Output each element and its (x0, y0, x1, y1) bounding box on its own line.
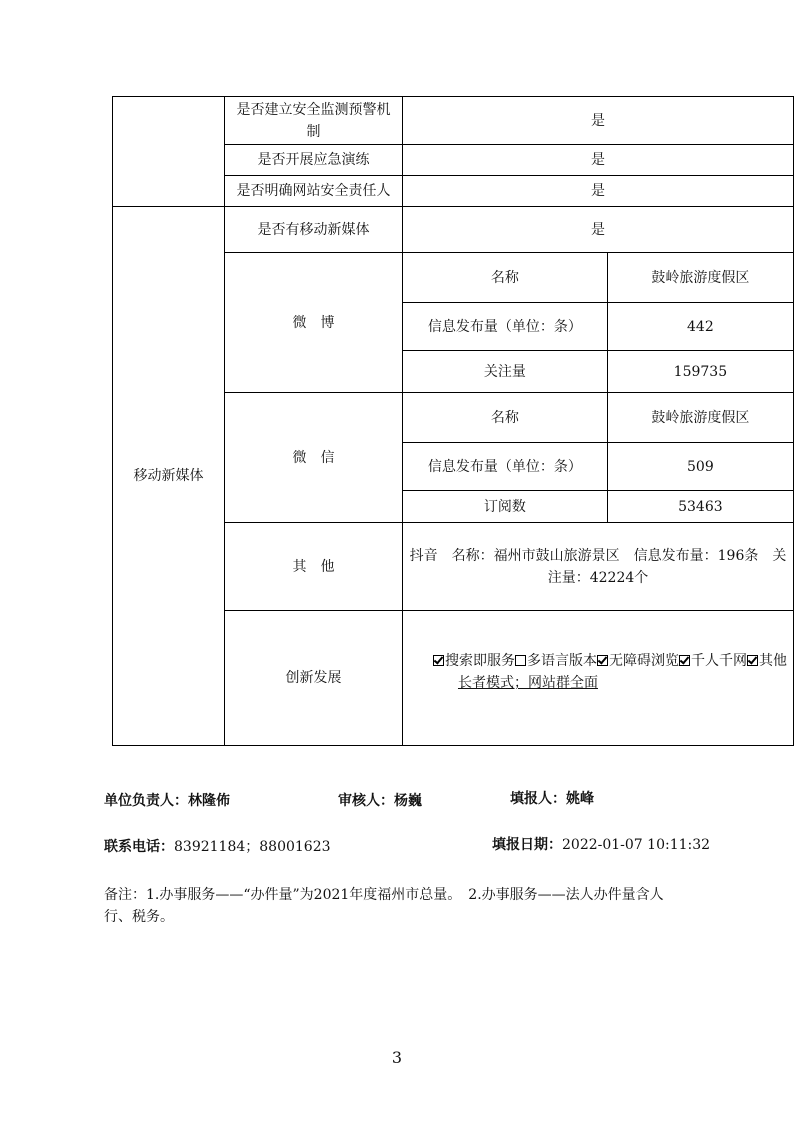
unit-head (104, 790, 230, 810)
option-multilang-label: 多语言版本 (526, 653, 597, 669)
checkbox-multilang[interactable] (515, 655, 526, 666)
monitor-label: 是否建立安全监测预警机制 (224, 97, 402, 145)
innovation-other-text: 长者模式；网站群全面 (457, 675, 598, 691)
table-row (113, 207, 794, 253)
other-label: 其 他 (224, 523, 402, 611)
option-other-label: 其他 (758, 653, 787, 669)
phone-label: 联系电话： (104, 839, 174, 855)
innovation-options-line (433, 650, 787, 672)
wechat-subscribers-label: 订阅数 (402, 491, 607, 523)
weibo-posts-value: 442 (607, 303, 793, 351)
phone-value: 83921184；88001623 (174, 839, 331, 855)
responsible-label: 是否明确网站安全责任人 (224, 176, 402, 207)
responsible-value: 是 (402, 176, 793, 207)
weibo-name-value: 鼓岭旅游度假区 (607, 253, 793, 303)
option-personalized-label: 千人千网 (690, 653, 747, 669)
option-search-label: 搜索即服务 (444, 653, 515, 669)
report-date (492, 834, 710, 854)
checkbox-search[interactable] (433, 655, 444, 666)
wechat-subscribers-value: 53463 (607, 491, 793, 523)
page-number: 3 (391, 1048, 403, 1067)
checkbox-personalized[interactable] (679, 655, 690, 666)
wechat-label: 微 信 (224, 393, 402, 523)
innovation-label: 创新发展 (224, 611, 402, 746)
weibo-followers-label: 关注量 (402, 351, 607, 393)
other-value: 抖音 名称：福州市鼓山旅游景区 信息发布量：196条 关注量：42224个 (402, 523, 793, 611)
checkbox-accessibility[interactable] (597, 655, 608, 666)
drill-value: 是 (402, 145, 793, 176)
date-value: 2022-01-07 10:11:32 (562, 837, 711, 853)
unit-head-value: 林隆佈 (188, 793, 230, 809)
checkbox-other[interactable] (747, 655, 758, 666)
reviewer (338, 790, 422, 810)
reviewer-value: 杨巍 (394, 793, 422, 809)
filler-label: 填报人： (510, 791, 566, 807)
has-media-label: 是否有移动新媒体 (224, 207, 402, 253)
reviewer-label: 审核人： (338, 793, 394, 809)
contact-phone (104, 836, 331, 856)
option-accessibility-label: 无障碍浏览 (608, 653, 679, 669)
filler (510, 788, 594, 808)
drill-label: 是否开展应急演练 (224, 145, 402, 176)
wechat-name-value: 鼓岭旅游度假区 (607, 393, 793, 443)
date-label: 填报日期： (492, 837, 562, 853)
security-section-cell (113, 97, 225, 207)
innovation-options (402, 611, 793, 746)
table-row (113, 97, 794, 145)
weibo-label: 微 博 (224, 253, 402, 393)
weibo-name-label: 名称 (402, 253, 607, 303)
wechat-posts-label: 信息发布量（单位：条） (402, 443, 607, 491)
wechat-name-label: 名称 (402, 393, 607, 443)
unit-head-label: 单位负责人： (104, 793, 188, 809)
weibo-followers-value: 159735 (607, 351, 793, 393)
footnote: 备注：1.办事服务——“办件量”为2021年度福州市总量。 2.办事服务——法人办件量含人行、税务。 (104, 887, 664, 925)
monitor-value: 是 (402, 97, 793, 145)
has-media-value: 是 (402, 207, 793, 253)
report-table (112, 96, 794, 746)
media-section-label: 移动新媒体 (113, 207, 225, 746)
filler-value: 姚峰 (566, 791, 594, 807)
weibo-posts-label: 信息发布量（单位：条） (402, 303, 607, 351)
wechat-posts-value: 509 (607, 443, 793, 491)
